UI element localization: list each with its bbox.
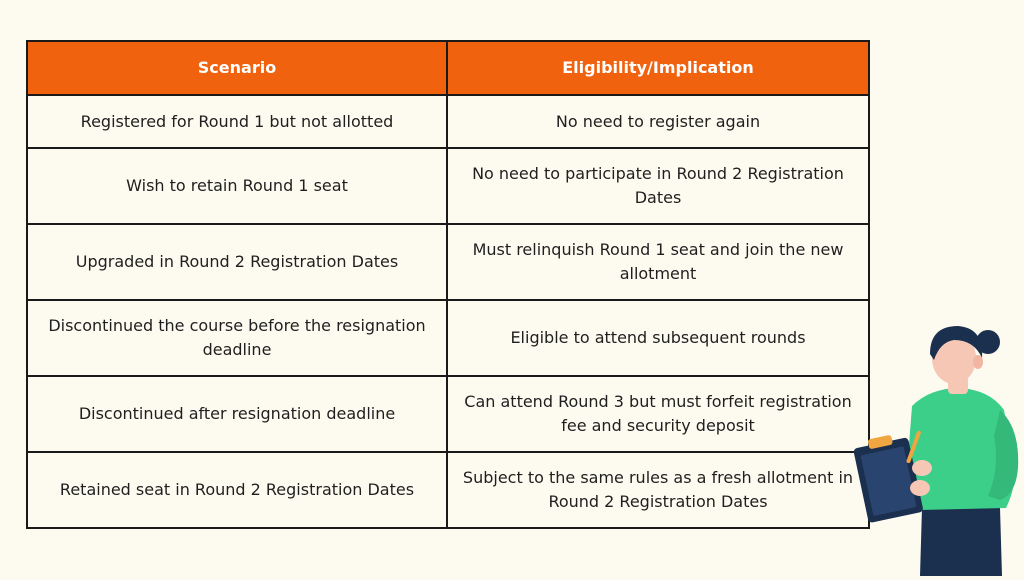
header-scenario: Scenario — [27, 41, 447, 95]
table-header-row — [27, 41, 869, 95]
implication-cell: No need to participate in Round 2 Registration Dates — [447, 148, 869, 224]
implication-cell: Eligible to attend subsequent rounds — [447, 300, 869, 376]
table-row — [27, 148, 869, 224]
table-row — [27, 224, 869, 300]
table-row — [27, 452, 869, 528]
table-row — [27, 376, 869, 452]
scenario-cell: Discontinued the course before the resignation deadline — [27, 300, 447, 376]
scenario-cell: Wish to retain Round 1 seat — [27, 148, 447, 224]
table-row — [27, 95, 869, 148]
person-with-clipboard-icon — [850, 318, 1024, 576]
eligibility-table — [26, 40, 870, 529]
implication-cell: Can attend Round 3 but must forfeit registration fee and security deposit — [447, 376, 869, 452]
scenario-cell: Registered for Round 1 but not allotted — [27, 95, 447, 148]
table-row — [27, 300, 869, 376]
implication-cell: Must relinquish Round 1 seat and join the new allotment — [447, 224, 869, 300]
scenario-cell: Upgraded in Round 2 Registration Dates — [27, 224, 447, 300]
scenario-cell: Discontinued after resignation deadline — [27, 376, 447, 452]
header-eligibility: Eligibility/Implication — [447, 41, 869, 95]
implication-cell: Subject to the same rules as a fresh allotment in Round 2 Registration Dates — [447, 452, 869, 528]
scenario-cell: Retained seat in Round 2 Registration Dates — [27, 452, 447, 528]
eligibility-table-container — [26, 40, 868, 529]
implication-cell: No need to register again — [447, 95, 869, 148]
